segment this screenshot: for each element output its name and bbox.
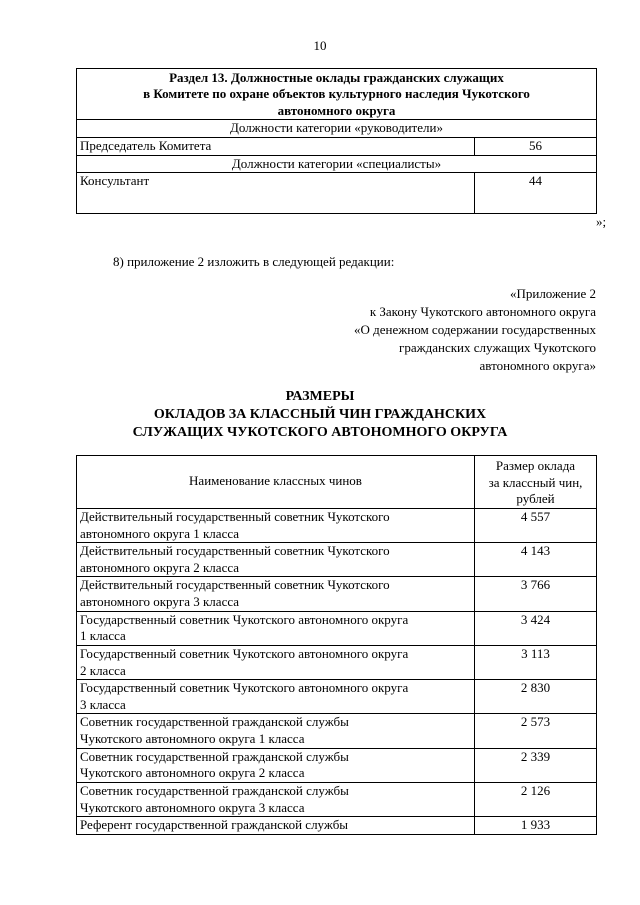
table-row — [77, 508, 597, 542]
rank-name — [77, 782, 475, 816]
page-number: 10 — [313, 38, 327, 53]
rank-name-line: Действительный государственный советник Чукотского — [80, 577, 390, 593]
section13-heading-line: в Комитете по охране объектов культурного наследия Чукотского — [143, 86, 530, 102]
rank-name-line: автономного округа 3 класса — [80, 594, 240, 609]
category-specialists: Должности категории «специалисты» — [77, 155, 597, 173]
rank-name-line: Советник государственной гражданской службы — [80, 748, 349, 764]
rank-name — [77, 714, 475, 748]
rank-name-line: Действительный государственный советник Чукотского — [80, 508, 390, 524]
rank-name — [77, 817, 475, 835]
salary-value: 44 — [475, 173, 597, 214]
rank-name-line: Чукотского автономного округа 1 класса — [80, 731, 305, 746]
salary-value: 56 — [475, 137, 597, 155]
rank-name — [77, 680, 475, 714]
rank-name — [77, 543, 475, 577]
rank-name — [77, 611, 475, 645]
table-row — [77, 817, 597, 835]
rank-name-line: Государственный советник Чукотского автономного округа — [80, 611, 409, 627]
section13-heading-line: автономного округа — [277, 102, 396, 118]
appendix-line: «Приложение 2 — [509, 286, 596, 301]
header-rank-name: Наименование классных чинов — [77, 456, 475, 509]
table-row — [77, 543, 597, 577]
rank-name-line: Чукотского автономного округа 3 класса — [80, 799, 305, 815]
section13-heading — [77, 69, 597, 120]
document-heading — [0, 388, 640, 442]
table-row — [77, 173, 597, 214]
appendix-line: автономного округа» — [479, 357, 596, 373]
table-header-row — [77, 456, 597, 509]
rank-name-line: Советник государственной гражданской службы — [80, 782, 349, 798]
rank-salary: 1 933 — [475, 817, 597, 835]
position-name: Председатель Комитета — [77, 137, 475, 155]
rank-name — [77, 508, 475, 542]
heading-line: РАЗМЕРЫ — [285, 389, 355, 404]
rank-name-line: Государственный советник Чукотского автономного округа — [80, 645, 409, 661]
rank-name-line: Чукотского автономного округа 2 класса — [80, 765, 305, 781]
appendix-line: гражданских служащих Чукотского — [399, 339, 596, 355]
section13-heading-line: Раздел 13. Должностные оклады гражданских служащих — [169, 70, 504, 85]
rank-name-line: 2 класса — [80, 662, 126, 678]
rank-salary: 3 424 — [475, 611, 597, 645]
rank-name-line: Советник государственной гражданской службы — [80, 714, 349, 730]
rank-salary: 4 557 — [475, 508, 597, 542]
table-row — [77, 137, 597, 155]
rank-name-line: Действительный государственный советник Чукотского — [80, 543, 390, 559]
rank-name — [77, 577, 475, 611]
position-name: Консультант — [77, 173, 475, 214]
header-line: Размер оклада — [495, 458, 576, 473]
category-leaders: Должности категории «руководители» — [77, 119, 597, 137]
rank-name — [77, 748, 475, 782]
header-line: за классный чин, — [488, 474, 583, 490]
rank-name-line: Референт государственной гражданской службы — [80, 817, 349, 833]
header-salary-size — [475, 456, 597, 509]
rank-name-line: 1 класса — [80, 628, 126, 644]
rank-name-line: автономного округа 1 класса — [80, 525, 240, 541]
rank-name-line: автономного округа 2 класса — [80, 559, 240, 575]
rank-salary: 2 830 — [475, 680, 597, 714]
table-row — [77, 577, 597, 611]
rank-name — [77, 645, 475, 679]
heading-line: СЛУЖАЩИХ ЧУКОТСКОГО АВТОНОМНОГО ОКРУГА — [132, 424, 508, 440]
heading-line: ОКЛАДОВ ЗА КЛАССНЫЙ ЧИН ГРАЖДАНСКИХ — [153, 406, 487, 422]
table-row — [77, 782, 597, 816]
item-8-text: 8) приложение 2 изложить в следующей редакции: — [113, 254, 395, 269]
appendix-reference — [354, 285, 596, 375]
table-row — [77, 645, 597, 679]
appendix-line: «О денежном содержании государственных — [354, 321, 596, 337]
rank-salary: 2 339 — [475, 748, 597, 782]
rank-name-line: Государственный советник Чукотского автономного округа — [80, 680, 409, 696]
rank-salary: 3 766 — [475, 577, 597, 611]
closing-quote: »; — [596, 214, 607, 229]
table-row — [77, 748, 597, 782]
rank-salary: 2 573 — [475, 714, 597, 748]
section13-salary-table — [76, 68, 597, 214]
header-line: рублей — [516, 491, 555, 507]
rank-salary: 3 113 — [475, 645, 597, 679]
rank-salary: 2 126 — [475, 782, 597, 816]
rank-name-line: 3 класса — [80, 696, 126, 712]
rank-salary: 4 143 — [475, 543, 597, 577]
table-row — [77, 680, 597, 714]
table-row — [77, 611, 597, 645]
rank-salary-table — [76, 455, 597, 835]
appendix-line: к Закону Чукотского автономного округа — [369, 303, 596, 319]
table-row — [77, 714, 597, 748]
